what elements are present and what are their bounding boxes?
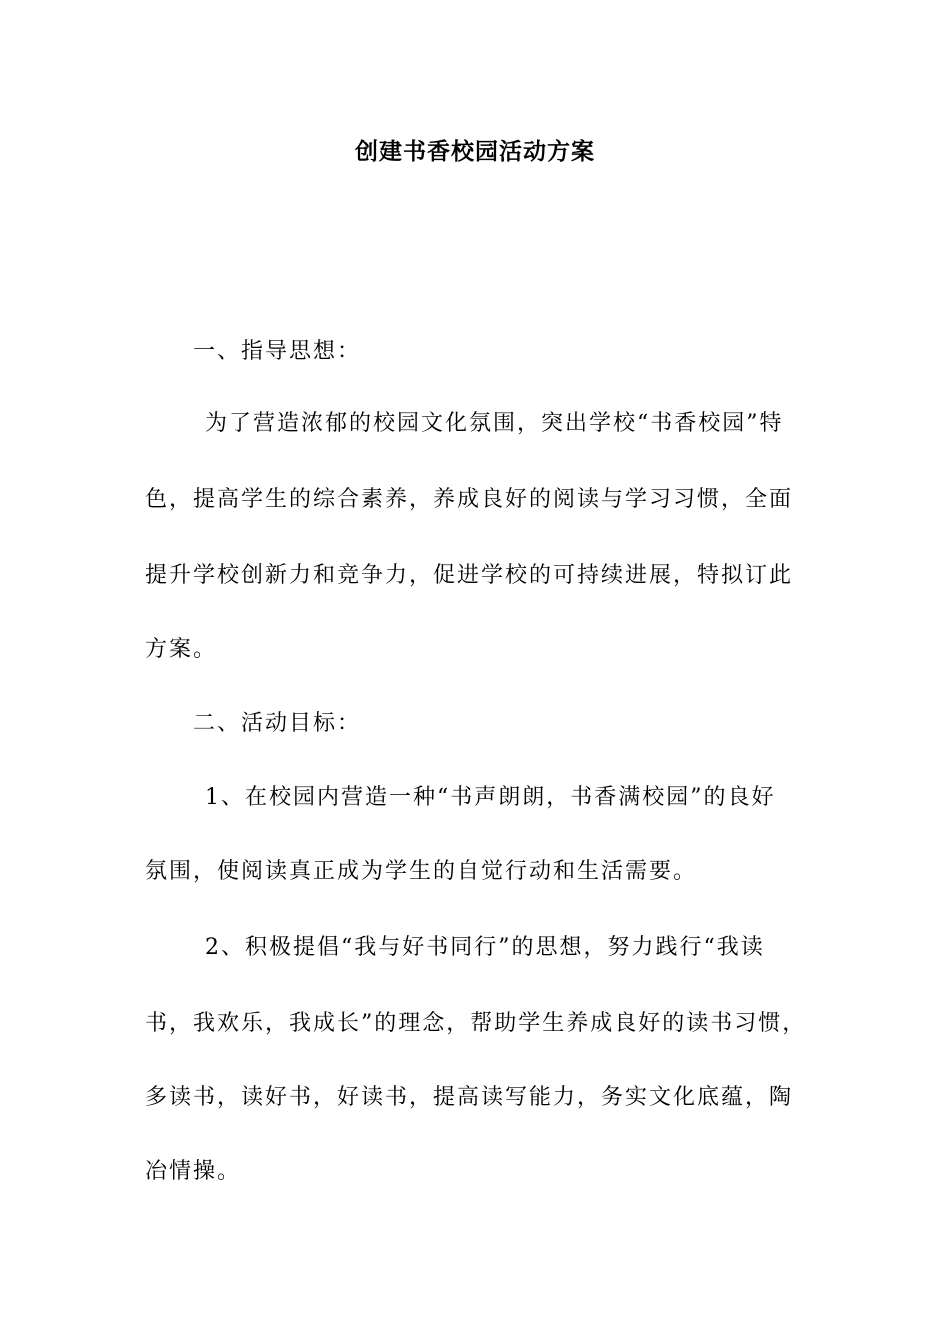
document-title: 创建书香校园活动方案 (355, 139, 595, 165)
section2-item2-line-4: 冶情操。 (145, 1159, 242, 1184)
section1-heading: 一、指导思想： (193, 339, 362, 364)
section1-line-4: 方案。 (145, 637, 218, 662)
section2-item2-line-1: 2、积极提倡“我与好书同行”的思想，努力践行“我读 (205, 935, 765, 960)
section1-line-1: 为了营造浓郁的校园文化氛围，突出学校“书香校园”特 (205, 411, 784, 436)
section1-line-2: 色，提高学生的综合素养，养成良好的阅读与学习习惯，全面 (145, 487, 794, 512)
section2-heading: 二、活动目标： (193, 711, 362, 736)
section2-item2-line-3: 多读书，读好书，好读书，提高读写能力，务实文化底蕴，陶 (145, 1085, 794, 1110)
section2-item1-line-2: 氛围，使阅读真正成为学生的自觉行动和生活需要。 (145, 859, 698, 884)
section1-line-3: 提升学校创新力和竞争力，促进学校的可持续进展，特拟订此 (145, 563, 794, 588)
section2-item2-line-2: 书，我欢乐，我成长”的理念，帮助学生养成良好的读书习惯， (145, 1011, 807, 1036)
section2-item1-line-1: 1、在校园内营造一种“书声朗朗，书香满校园”的良好 (205, 785, 776, 810)
